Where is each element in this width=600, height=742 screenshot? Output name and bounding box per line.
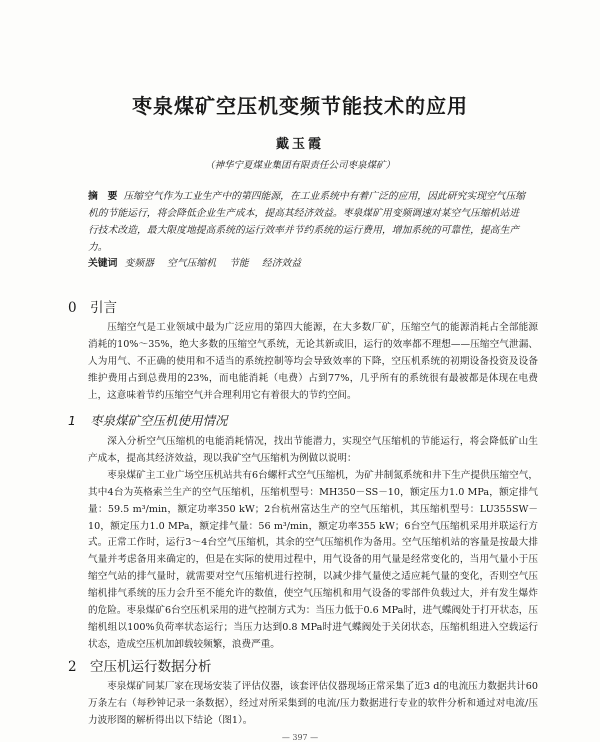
author-affiliation: （神华宁夏煤业集团有限责任公司枣泉煤矿） xyxy=(204,160,395,171)
keyword: 节能 xyxy=(229,258,249,269)
section-body-introduction xyxy=(88,320,538,405)
keywords-label: 关键词 xyxy=(88,258,118,269)
section-heading-introduction xyxy=(68,296,117,316)
section-title: 引言 xyxy=(90,300,117,316)
section-heading-data-analysis xyxy=(68,655,212,675)
section-number: 2 xyxy=(68,659,77,675)
section-heading-usage xyxy=(68,411,228,429)
paragraph: 枣泉煤矿同某厂家在现场安装了评估仪器，该套评估仪器现场正常采集了近3 d的电流压力数据共计60万条左右（每秒钟记录一条数据），经过对所采集到的电流/压力数据进行专业的软件分析和通过对电流/压力波形图的解析得出以下结论（图1）。 xyxy=(88,681,538,726)
keyword: 变频器 xyxy=(124,258,154,269)
paper-title: 枣泉煤矿空压机变频节能技术的应用 xyxy=(132,94,468,118)
section-number: 1 xyxy=(68,413,76,428)
abstract xyxy=(88,188,528,256)
section-body-data-analysis xyxy=(88,679,538,730)
section-body-usage xyxy=(88,434,538,654)
keyword: 经济效益 xyxy=(261,258,302,269)
page-number: — 397 — xyxy=(281,733,319,742)
section-title: 空压机运行数据分析 xyxy=(90,659,212,675)
paragraph: 深入分析空气压缩机的电能消耗情况，找出节能潜力，实现空气压缩机的节能运行，将会降低矿山生产成本，提高其经济效益，现以我矿空气压缩机为例做以说明： xyxy=(88,436,538,464)
abstract-label: 摘 要 xyxy=(88,191,118,202)
section-number: 0 xyxy=(68,300,77,316)
paragraph: 压缩空气是工业领域中最为广泛应用的第四大能源，在大多数厂矿，压缩空气的能源消耗占全部能源消耗的10%～35%，绝大多数的压缩空气系统，无论其新或旧，运行的效率都不理想——压缩空气泄漏、人为用气、不正确的使用和不适当的系统控制等均会导致效率的下降，空压机系统的初期设备投资及设备维护费用占到总费用的23%，而电能消耗（电费）占到77%，几乎所有的系统很有最被都是体现在电费上，这意味着节约压缩空气并合理利用它有着很大的节约空间。 xyxy=(88,322,538,401)
author-name: 戴玉霞 xyxy=(275,137,324,152)
section-title: 枣泉煤矿空压机使用情况 xyxy=(90,413,228,428)
abstract-text: 压缩空气作为工业生产中的第四能源，在工业系统中有着广泛的应用，因此研究实现空气压缩机的节能运行，将会降低企业生产成本，提高其经济效益。枣泉煤矿用变频调速对某空气压缩机站进行技术改造，最大限度地提高系统的运行效率并节约系统的运行费用，增加系统的可靠性，提高生产力。 xyxy=(88,191,526,253)
paragraph: 枣泉煤矿主工业广场空压机站共有6台螺杆式空气压缩机，为矿井制氮系统和井下生产提供压缩空气，其中4台为英格索兰生产的空气压缩机，压缩机型号：MH350－SS－10，额定压力1.0 MPa，额定排气量：59.5 m³/min，额定功率350 kW；2台杭州富达生产的空气压缩机，其压缩机型号：LU355SW－10，额定压力1.0 MPa，额定排气量：56 m³/min，额定功率355 kW；6台空气压缩机采用并联运行方式。正常工作时，运行3～4台空气压缩机，其余的空气压缩机作为备用。空气压缩机站的容量是按最大排气量并考虑备用来确定的，但是在实际的使用过程中，用气设备的用气量是经常变化的，当用气量小于压缩空气站的排气量时，就需要对空气压缩机进行控制，以减少排气量使之适应耗气量的变化，否则空气压缩机排气系统的压力会升至不能允许的数值，使空气压缩机和用气设备的零部件负载过大，并有发生爆炸的危险。枣泉煤矿6台空压机采用的进气控制方式为：当压力低于0.6 MPa时，进气蝶阀处于打开状态，压缩机组以100%负荷率状态运行；当压力达到0.8 MPa时进气蝶阀处于关闭状态，压缩机组进入空载运行状态，造成空压机加卸载较频繁，浪费严重。 xyxy=(88,469,538,650)
keyword: 空气压缩机 xyxy=(167,258,217,269)
keywords xyxy=(88,255,528,269)
